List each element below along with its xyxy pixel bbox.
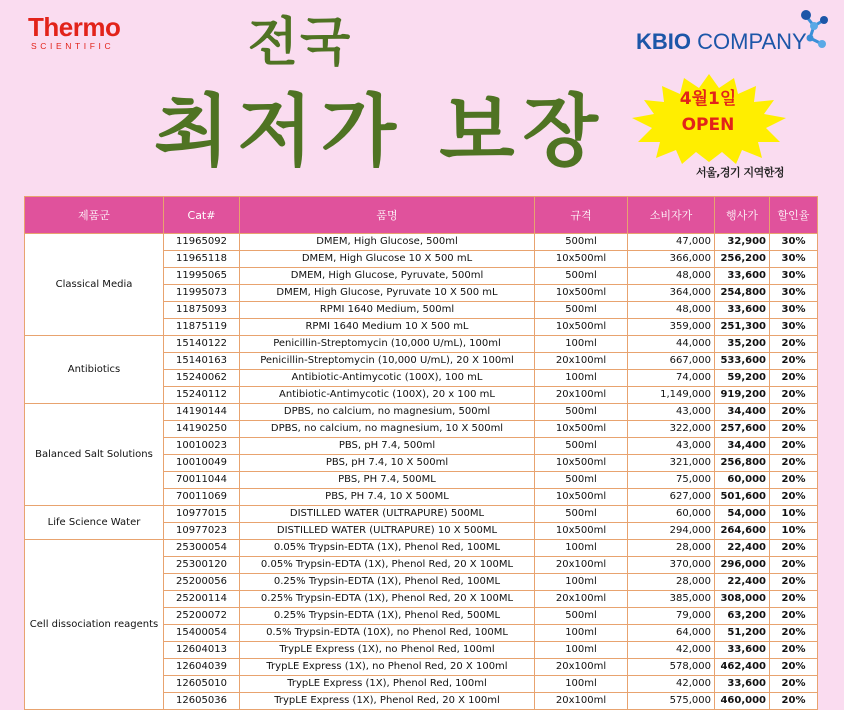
sale-price: 256,800 — [715, 455, 770, 472]
sale-price: 264,600 — [715, 523, 770, 540]
product-group: Balanced Salt Solutions — [25, 404, 164, 506]
product-name: TrypLE Express (1X), no Phenol Red, 20 X 100ml — [240, 659, 535, 676]
cat-number: 15140122 — [164, 336, 240, 353]
package-size: 20x100ml — [535, 659, 628, 676]
package-size: 10x500ml — [535, 421, 628, 438]
discount-rate: 20% — [770, 642, 818, 659]
column-header: 행사가 — [715, 197, 770, 234]
product-name: 0.05% Trypsin-EDTA (1X), Phenol Red, 20 X 100ML — [240, 557, 535, 574]
cat-number: 14190250 — [164, 421, 240, 438]
sale-price: 22,400 — [715, 574, 770, 591]
column-header: 제품군 — [25, 197, 164, 234]
discount-rate: 30% — [770, 302, 818, 319]
discount-rate: 20% — [770, 625, 818, 642]
package-size: 10x500ml — [535, 489, 628, 506]
cat-number: 10977015 — [164, 506, 240, 523]
table-row — [25, 336, 818, 353]
product-name: DPBS, no calcium, no magnesium, 10 X 500ml — [240, 421, 535, 438]
package-size: 20x100ml — [535, 387, 628, 404]
package-size: 10x500ml — [535, 319, 628, 336]
list-price: 359,000 — [628, 319, 715, 336]
cat-number: 10010049 — [164, 455, 240, 472]
cat-number: 10977023 — [164, 523, 240, 540]
kbio-logo-rest: COMPANY — [691, 29, 807, 54]
kbio-logo-bold: KBIO — [636, 29, 691, 54]
list-price: 364,000 — [628, 285, 715, 302]
discount-rate: 20% — [770, 591, 818, 608]
sale-price: 59,200 — [715, 370, 770, 387]
headline-line2: 최저가 보장 — [154, 87, 606, 177]
product-name: Antibiotic-Antimycotic (100X), 20 x 100 mL — [240, 387, 535, 404]
discount-rate: 20% — [770, 455, 818, 472]
package-size: 500ml — [535, 404, 628, 421]
product-name: 0.25% Trypsin-EDTA (1X), Phenol Red, 500ML — [240, 608, 535, 625]
product-group: Cell dissociation reagents — [25, 540, 164, 710]
cat-number: 12605010 — [164, 676, 240, 693]
sale-price: 34,400 — [715, 438, 770, 455]
list-price: 370,000 — [628, 557, 715, 574]
list-price: 75,000 — [628, 472, 715, 489]
package-size: 500ml — [535, 302, 628, 319]
list-price: 44,000 — [628, 336, 715, 353]
discount-rate: 20% — [770, 574, 818, 591]
cat-number: 15240112 — [164, 387, 240, 404]
list-price: 42,000 — [628, 642, 715, 659]
cat-number: 12604013 — [164, 642, 240, 659]
product-name: Antibiotic-Antimycotic (100X), 100 mL — [240, 370, 535, 387]
table-row — [25, 540, 818, 557]
cat-number: 11965118 — [164, 251, 240, 268]
list-price: 48,000 — [628, 268, 715, 285]
package-size: 500ml — [535, 608, 628, 625]
discount-rate: 20% — [770, 540, 818, 557]
list-price: 64,000 — [628, 625, 715, 642]
discount-rate: 30% — [770, 268, 818, 285]
product-name: DPBS, no calcium, no magnesium, 500ml — [240, 404, 535, 421]
product-name: PBS, pH 7.4, 500ml — [240, 438, 535, 455]
discount-rate: 30% — [770, 251, 818, 268]
cat-number: 15240062 — [164, 370, 240, 387]
cat-number: 12604039 — [164, 659, 240, 676]
product-group: Life Science Water — [25, 506, 164, 540]
sale-price: 63,200 — [715, 608, 770, 625]
discount-rate: 30% — [770, 319, 818, 336]
discount-rate: 20% — [770, 472, 818, 489]
cat-number: 70011069 — [164, 489, 240, 506]
table-row — [25, 404, 818, 421]
discount-rate: 20% — [770, 353, 818, 370]
cat-number: 25300120 — [164, 557, 240, 574]
cat-number: 11965092 — [164, 234, 240, 251]
list-price: 1,149,000 — [628, 387, 715, 404]
package-size: 500ml — [535, 472, 628, 489]
open-badge-date: 4월1일 — [679, 89, 737, 109]
list-price: 294,000 — [628, 523, 715, 540]
package-size: 10x500ml — [535, 285, 628, 302]
column-header: 소비자가 — [628, 197, 715, 234]
table-header-row — [25, 197, 818, 234]
thermo-scientific-logo — [28, 13, 120, 51]
product-name: TrypLE Express (1X), Phenol Red, 20 X 100ml — [240, 693, 535, 710]
list-price: 28,000 — [628, 540, 715, 557]
sale-price: 251,300 — [715, 319, 770, 336]
discount-rate: 20% — [770, 693, 818, 710]
product-name: 0.5% Trypsin-EDTA (10X), no Phenol Red, 100ML — [240, 625, 535, 642]
product-name: DMEM, High Glucose, Pyruvate 10 X 500 mL — [240, 285, 535, 302]
sale-price: 33,600 — [715, 302, 770, 319]
list-price: 74,000 — [628, 370, 715, 387]
sale-price: 501,600 — [715, 489, 770, 506]
product-name: PBS, PH 7.4, 10 X 500ML — [240, 489, 535, 506]
discount-rate: 20% — [770, 370, 818, 387]
package-size: 100ml — [535, 676, 628, 693]
discount-rate: 20% — [770, 404, 818, 421]
discount-rate: 20% — [770, 438, 818, 455]
list-price: 42,000 — [628, 676, 715, 693]
sale-price: 33,600 — [715, 676, 770, 693]
discount-rate: 20% — [770, 489, 818, 506]
package-size: 500ml — [535, 234, 628, 251]
cat-number: 11875119 — [164, 319, 240, 336]
sale-price: 257,600 — [715, 421, 770, 438]
package-size: 100ml — [535, 370, 628, 387]
cat-number: 10010023 — [164, 438, 240, 455]
product-name: DMEM, High Glucose, Pyruvate, 500ml — [240, 268, 535, 285]
column-header: Cat# — [164, 197, 240, 234]
sale-price: 919,200 — [715, 387, 770, 404]
package-size: 100ml — [535, 642, 628, 659]
column-header: 규격 — [535, 197, 628, 234]
product-name: PBS, PH 7.4, 500ML — [240, 472, 535, 489]
thermo-logo-sub: SCIENTIFIC — [31, 41, 115, 51]
list-price: 48,000 — [628, 302, 715, 319]
table-row — [25, 234, 818, 251]
discount-rate: 30% — [770, 285, 818, 302]
list-price: 47,000 — [628, 234, 715, 251]
list-price: 60,000 — [628, 506, 715, 523]
product-group: Antibiotics — [25, 336, 164, 404]
discount-rate: 30% — [770, 234, 818, 251]
cat-number: 11995065 — [164, 268, 240, 285]
discount-rate: 10% — [770, 523, 818, 540]
sale-price: 22,400 — [715, 540, 770, 557]
discount-rate: 20% — [770, 608, 818, 625]
open-badge — [648, 86, 768, 138]
package-size: 10x500ml — [535, 455, 628, 472]
list-price: 385,000 — [628, 591, 715, 608]
package-size: 500ml — [535, 506, 628, 523]
package-size: 500ml — [535, 438, 628, 455]
product-name: 0.05% Trypsin-EDTA (1X), Phenol Red, 100ML — [240, 540, 535, 557]
product-name: TrypLE Express (1X), Phenol Red, 100ml — [240, 676, 535, 693]
product-name: RPMI 1640 Medium 10 X 500 mL — [240, 319, 535, 336]
cat-number: 14190144 — [164, 404, 240, 421]
product-name: Penicillin-Streptomycin (10,000 U/mL), 20 X 100ml — [240, 353, 535, 370]
sale-price: 33,600 — [715, 268, 770, 285]
list-price: 627,000 — [628, 489, 715, 506]
cat-number: 25200056 — [164, 574, 240, 591]
cat-number: 15400054 — [164, 625, 240, 642]
discount-rate: 20% — [770, 557, 818, 574]
product-group: Classical Media — [25, 234, 164, 336]
product-name: DMEM, High Glucose, 500ml — [240, 234, 535, 251]
sale-price: 34,400 — [715, 404, 770, 421]
sale-price: 60,000 — [715, 472, 770, 489]
discount-rate: 10% — [770, 506, 818, 523]
sale-price: 533,600 — [715, 353, 770, 370]
sale-price: 35,200 — [715, 336, 770, 353]
cat-number: 12605036 — [164, 693, 240, 710]
package-size: 100ml — [535, 625, 628, 642]
product-name: PBS, pH 7.4, 10 X 500ml — [240, 455, 535, 472]
cat-number: 11995073 — [164, 285, 240, 302]
discount-rate: 20% — [770, 387, 818, 404]
list-price: 28,000 — [628, 574, 715, 591]
table-row — [25, 506, 818, 523]
list-price: 322,000 — [628, 421, 715, 438]
cat-number: 70011044 — [164, 472, 240, 489]
cat-number: 11875093 — [164, 302, 240, 319]
list-price: 575,000 — [628, 693, 715, 710]
discount-rate: 20% — [770, 336, 818, 353]
product-name: DISTILLED WATER (ULTRAPURE) 500ML — [240, 506, 535, 523]
list-price: 578,000 — [628, 659, 715, 676]
molecule-icon — [796, 6, 830, 50]
product-name: Penicillin-Streptomycin (10,000 U/mL), 100ml — [240, 336, 535, 353]
package-size: 100ml — [535, 540, 628, 557]
list-price: 321,000 — [628, 455, 715, 472]
package-size: 10x500ml — [535, 251, 628, 268]
cat-number: 25200072 — [164, 608, 240, 625]
sale-price: 51,200 — [715, 625, 770, 642]
sale-price: 254,800 — [715, 285, 770, 302]
package-size: 20x100ml — [535, 353, 628, 370]
kbio-company-logo — [636, 30, 807, 54]
cat-number: 15140163 — [164, 353, 240, 370]
product-name: RPMI 1640 Medium, 500ml — [240, 302, 535, 319]
sale-price: 256,200 — [715, 251, 770, 268]
package-size: 500ml — [535, 268, 628, 285]
list-price: 667,000 — [628, 353, 715, 370]
product-name: 0.25% Trypsin-EDTA (1X), Phenol Red, 20 X 100ML — [240, 591, 535, 608]
sale-price: 54,000 — [715, 506, 770, 523]
cat-number: 25200114 — [164, 591, 240, 608]
list-price: 366,000 — [628, 251, 715, 268]
open-badge-label: OPEN — [681, 115, 735, 135]
sale-price: 460,000 — [715, 693, 770, 710]
product-name: DISTILLED WATER (ULTRAPURE) 10 X 500ML — [240, 523, 535, 540]
column-header: 할인율 — [770, 197, 818, 234]
list-price: 43,000 — [628, 404, 715, 421]
product-name: 0.25% Trypsin-EDTA (1X), Phenol Red, 100ML — [240, 574, 535, 591]
package-size: 100ml — [535, 574, 628, 591]
headline-line1: 전국 — [247, 13, 353, 73]
package-size: 20x100ml — [535, 693, 628, 710]
sale-price: 296,000 — [715, 557, 770, 574]
product-name: TrypLE Express (1X), no Phenol Red, 100ml — [240, 642, 535, 659]
package-size: 20x100ml — [535, 557, 628, 574]
thermo-logo-name: Thermo — [28, 12, 121, 42]
list-price: 43,000 — [628, 438, 715, 455]
package-size: 100ml — [535, 336, 628, 353]
package-size: 20x100ml — [535, 591, 628, 608]
discount-rate: 20% — [770, 676, 818, 693]
price-table — [24, 196, 818, 710]
sale-price: 33,600 — [715, 642, 770, 659]
discount-rate: 20% — [770, 421, 818, 438]
cat-number: 25300054 — [164, 540, 240, 557]
column-header: 품명 — [240, 197, 535, 234]
sale-price: 462,400 — [715, 659, 770, 676]
sale-price: 308,000 — [715, 591, 770, 608]
product-name: DMEM, High Glucose 10 X 500 mL — [240, 251, 535, 268]
region-note: 서울,경기 지역한정 — [696, 166, 785, 179]
list-price: 79,000 — [628, 608, 715, 625]
sale-price: 32,900 — [715, 234, 770, 251]
package-size: 10x500ml — [535, 523, 628, 540]
discount-rate: 20% — [770, 659, 818, 676]
